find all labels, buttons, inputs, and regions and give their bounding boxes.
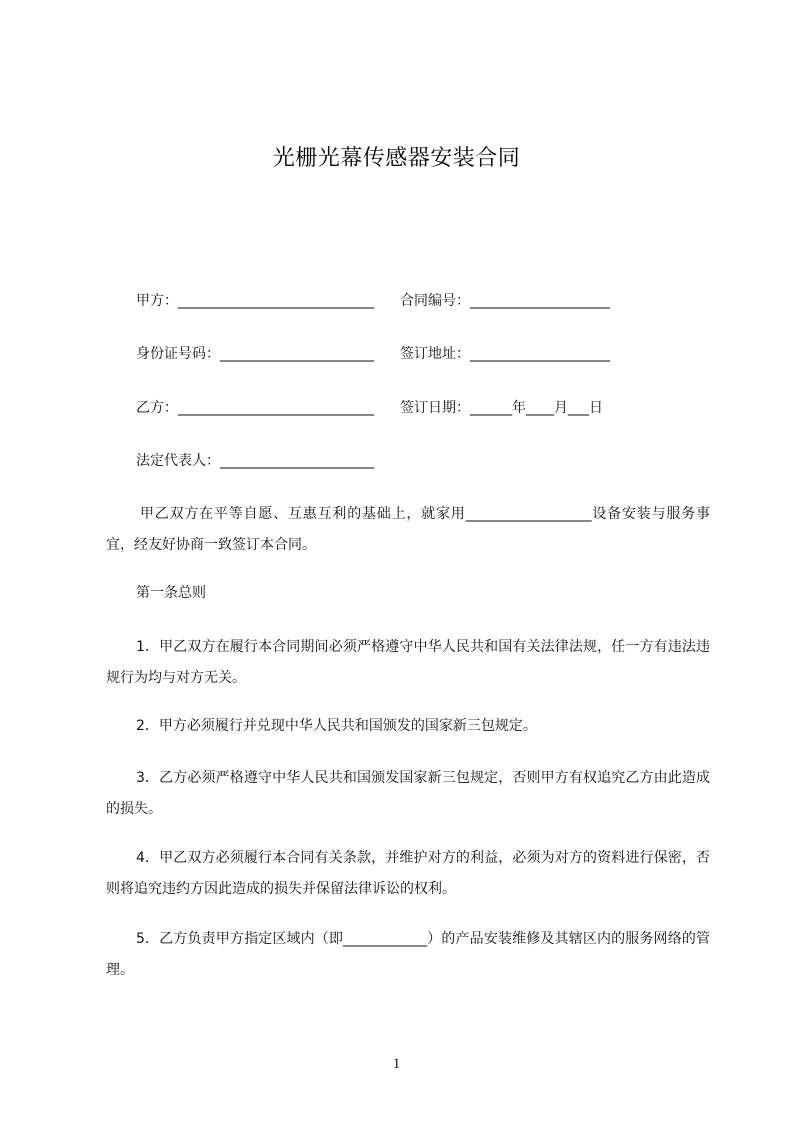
clause-3: 3．乙方必须严格遵守中华人民共和国颁发国家新三包规定，否则甲方有权追究乙方由此造成的损失。 [106,770,710,817]
sign-date-field: 签订日期：______年____月___日 [400,400,603,416]
page-number: 1 [392,1056,401,1072]
field-row-legal-rep [136,451,374,471]
party-b-field: 乙方：____________________________ [136,400,374,416]
clause-1: 1．甲乙双方在履行本合同期间必须严格遵守中华人民共和国有关法律法规，任一方有违法违规行为均与对方无关。 [106,639,710,686]
field-row-party-a [136,291,610,311]
contract-number-field: 合同编号：____________________ [400,293,610,309]
clause-4: 4．甲乙双方必须履行本合同有关条款，并维护对方的利益，必须为对方的资料进行保密，否则将追究违约方因此造成的损失并保留法律诉讼的权利。 [106,850,710,897]
field-row-id [136,344,610,364]
legal-representative-field: 法定代表人：______________________ [136,453,374,469]
clause-5: 5．乙方负责甲方指定区域内（即____________）的产品安装维修及其辖区内的服务网络的管理。 [106,931,710,978]
field-row-party-b [136,398,603,418]
party-a-field: 甲方：____________________________ [136,293,374,309]
id-number-field: 身份证号码：______________________ [136,346,374,362]
clause-2: 2．甲方必须履行并兑现中华人民共和国颁发的国家新三包规定。 [136,718,537,734]
sign-place-field: 签订地址：____________________ [400,346,610,362]
intro-paragraph: 甲乙双方在平等自愿、互惠互利的基础上，就家用__________________设备安装与服务事宜，经友好协商一致签订本合同。 [106,506,710,553]
section-heading: 第一条总则 [136,585,206,601]
document-title: 光栅光幕传感器安装合同 [272,146,521,171]
